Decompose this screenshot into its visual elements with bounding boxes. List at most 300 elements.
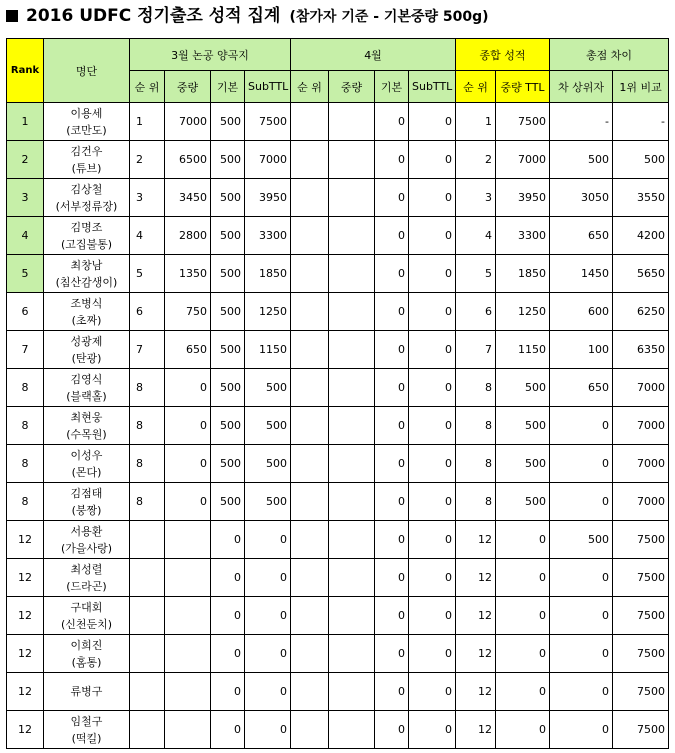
april-base-cell: 0	[375, 255, 409, 293]
april-subttl-header: SubTTL	[409, 71, 456, 103]
table-row	[7, 369, 669, 407]
diff-first-cell: 7500	[613, 559, 669, 597]
diff-first-cell: 7000	[613, 445, 669, 483]
march-rank-cell: 8	[130, 369, 165, 407]
diff-next-cell: 0	[550, 597, 613, 635]
member-name: 최성렬	[70, 562, 103, 576]
rank-cell: 3	[7, 179, 44, 217]
april-rank-cell	[291, 217, 329, 255]
total-rank-cell: 12	[456, 635, 496, 673]
march-subttl-cell: 0	[245, 673, 291, 711]
april-weight-cell	[329, 711, 375, 749]
march-weight-cell	[165, 711, 211, 749]
member-name: 이용세	[70, 106, 103, 120]
march-rank-cell: 1	[130, 103, 165, 141]
total-ttl-cell: 0	[496, 597, 550, 635]
member-name: 김명조	[70, 220, 103, 234]
member-name: 김상철	[70, 182, 103, 196]
table-row	[7, 521, 669, 559]
total-rank-header: 순 위	[456, 71, 496, 103]
march-base-cell: 500	[211, 255, 245, 293]
april-weight-cell	[329, 179, 375, 217]
april-base-cell: 0	[375, 483, 409, 521]
name-cell	[44, 141, 130, 179]
march-base-cell: 0	[211, 521, 245, 559]
april-subttl-cell: 0	[409, 445, 456, 483]
total-ttl-header: 중량 TTL	[496, 71, 550, 103]
rank-cell: 6	[7, 293, 44, 331]
title-main: 2016 UDFC 정기출조 성적 집계	[26, 6, 281, 26]
rank-cell: 8	[7, 407, 44, 445]
march-rank-cell	[130, 521, 165, 559]
total-rank-cell: 12	[456, 597, 496, 635]
diff-first-cell: 7500	[613, 711, 669, 749]
rank-cell: 4	[7, 217, 44, 255]
march-rank-cell: 8	[130, 445, 165, 483]
april-rank-cell	[291, 673, 329, 711]
results-body	[7, 103, 669, 749]
table-row	[7, 483, 669, 521]
member-nickname: (초짜)	[71, 313, 102, 327]
diff-first-cell: -	[613, 103, 669, 141]
diff-first-cell: 6250	[613, 293, 669, 331]
march-subttl-cell: 0	[245, 521, 291, 559]
march-subttl-cell: 500	[245, 369, 291, 407]
march-subttl-cell: 1850	[245, 255, 291, 293]
diff-next-cell: 0	[550, 445, 613, 483]
march-group-header: 3월 논공 양곡지	[130, 39, 291, 71]
table-row	[7, 559, 669, 597]
member-nickname: (서부정류장)	[55, 199, 118, 213]
april-rank-cell	[291, 331, 329, 369]
diff-next-cell: 600	[550, 293, 613, 331]
march-subttl-cell: 0	[245, 597, 291, 635]
april-weight-cell	[329, 103, 375, 141]
march-subttl-cell: 0	[245, 635, 291, 673]
table-row	[7, 673, 669, 711]
march-base-cell: 0	[211, 597, 245, 635]
march-base-cell: 0	[211, 635, 245, 673]
rank-cell: 12	[7, 559, 44, 597]
diff-next-cell: 3050	[550, 179, 613, 217]
march-rank-cell	[130, 559, 165, 597]
diff-first-cell: 5650	[613, 255, 669, 293]
total-ttl-cell: 0	[496, 711, 550, 749]
april-subttl-cell: 0	[409, 331, 456, 369]
march-rank-cell: 8	[130, 483, 165, 521]
april-base-cell: 0	[375, 103, 409, 141]
total-rank-cell: 7	[456, 331, 496, 369]
april-rank-cell	[291, 255, 329, 293]
march-subttl-cell: 3950	[245, 179, 291, 217]
march-subttl-cell: 500	[245, 445, 291, 483]
march-base-cell: 0	[211, 559, 245, 597]
rank-cell: 12	[7, 597, 44, 635]
total-ttl-cell: 500	[496, 445, 550, 483]
march-weight-cell: 750	[165, 293, 211, 331]
total-ttl-cell: 500	[496, 407, 550, 445]
total-ttl-cell: 1250	[496, 293, 550, 331]
diff-next-cell: 0	[550, 559, 613, 597]
march-rank-cell: 8	[130, 407, 165, 445]
march-subttl-cell: 1150	[245, 331, 291, 369]
april-weight-cell	[329, 635, 375, 673]
april-base-header: 기본	[375, 71, 409, 103]
diff-first-cell: 7500	[613, 521, 669, 559]
april-rank-cell	[291, 179, 329, 217]
member-nickname: (수목원)	[66, 427, 107, 441]
march-rank-cell: 5	[130, 255, 165, 293]
march-rank-cell	[130, 597, 165, 635]
total-ttl-cell: 7500	[496, 103, 550, 141]
member-nickname: (블랙홀)	[66, 389, 107, 403]
name-cell	[44, 407, 130, 445]
member-nickname: (고집불통)	[60, 237, 113, 251]
march-weight-cell: 2800	[165, 217, 211, 255]
april-rank-cell	[291, 407, 329, 445]
name-cell	[44, 217, 130, 255]
total-rank-cell: 6	[456, 293, 496, 331]
april-weight-cell	[329, 217, 375, 255]
march-base-cell: 500	[211, 445, 245, 483]
april-rank-cell	[291, 521, 329, 559]
april-subttl-cell: 0	[409, 483, 456, 521]
march-rank-cell: 3	[130, 179, 165, 217]
march-rank-cell	[130, 673, 165, 711]
april-subttl-cell: 0	[409, 407, 456, 445]
april-subttl-cell: 0	[409, 597, 456, 635]
march-weight-cell: 6500	[165, 141, 211, 179]
table-row	[7, 217, 669, 255]
diff-next-cell: 0	[550, 483, 613, 521]
name-cell	[44, 293, 130, 331]
april-weight-cell	[329, 483, 375, 521]
total-rank-cell: 12	[456, 521, 496, 559]
march-base-header: 기본	[211, 71, 245, 103]
member-name: 김건우	[70, 144, 103, 158]
member-nickname: (침산감생이)	[55, 275, 118, 289]
total-rank-cell: 12	[456, 559, 496, 597]
march-weight-cell	[165, 673, 211, 711]
march-subttl-cell: 0	[245, 559, 291, 597]
march-weight-cell: 1350	[165, 255, 211, 293]
table-row	[7, 103, 669, 141]
april-base-cell: 0	[375, 521, 409, 559]
march-weight-cell: 0	[165, 407, 211, 445]
april-weight-cell	[329, 521, 375, 559]
april-base-cell: 0	[375, 141, 409, 179]
april-weight-cell	[329, 331, 375, 369]
march-subttl-cell: 7500	[245, 103, 291, 141]
member-name: 임철구	[70, 714, 103, 728]
total-ttl-cell: 3300	[496, 217, 550, 255]
april-rank-header: 순 위	[291, 71, 329, 103]
march-base-cell: 500	[211, 483, 245, 521]
name-cell	[44, 255, 130, 293]
diff-next-cell: 0	[550, 635, 613, 673]
april-weight-cell	[329, 407, 375, 445]
diff-first-cell: 4200	[613, 217, 669, 255]
march-rank-cell: 2	[130, 141, 165, 179]
member-nickname: (신천둔치)	[60, 617, 113, 631]
table-row	[7, 255, 669, 293]
march-subttl-cell: 0	[245, 711, 291, 749]
april-base-cell: 0	[375, 293, 409, 331]
april-subttl-cell: 0	[409, 635, 456, 673]
member-name: 김영식	[70, 372, 103, 386]
rank-cell: 8	[7, 445, 44, 483]
march-weight-cell: 0	[165, 369, 211, 407]
april-weight-header: 중량	[329, 71, 375, 103]
total-ttl-cell: 0	[496, 559, 550, 597]
diff-first-cell: 500	[613, 141, 669, 179]
rank-cell: 8	[7, 369, 44, 407]
total-ttl-cell: 7000	[496, 141, 550, 179]
rank-cell: 12	[7, 635, 44, 673]
rank-header: Rank	[7, 39, 44, 103]
diff-first-cell: 6350	[613, 331, 669, 369]
table-row	[7, 445, 669, 483]
table-row	[7, 635, 669, 673]
diff-first-cell: 7000	[613, 407, 669, 445]
header-row-groups	[7, 39, 669, 71]
name-cell	[44, 103, 130, 141]
member-nickname: (떡킬)	[71, 731, 102, 745]
total-rank-cell: 1	[456, 103, 496, 141]
april-rank-cell	[291, 597, 329, 635]
april-group-header: 4월	[291, 39, 456, 71]
black-square-icon	[6, 10, 18, 22]
member-nickname: (붕짱)	[71, 503, 102, 517]
april-weight-cell	[329, 673, 375, 711]
total-ttl-cell: 0	[496, 635, 550, 673]
name-cell	[44, 179, 130, 217]
april-rank-cell	[291, 293, 329, 331]
member-name: 조병식	[70, 296, 103, 310]
name-cell	[44, 711, 130, 749]
march-base-cell: 500	[211, 369, 245, 407]
march-rank-cell	[130, 711, 165, 749]
april-rank-cell	[291, 483, 329, 521]
april-subttl-cell: 0	[409, 255, 456, 293]
march-subttl-cell: 7000	[245, 141, 291, 179]
march-weight-cell: 650	[165, 331, 211, 369]
april-weight-cell	[329, 369, 375, 407]
total-ttl-cell: 1850	[496, 255, 550, 293]
member-name: 최창남	[70, 258, 103, 272]
march-base-cell: 500	[211, 103, 245, 141]
april-base-cell: 0	[375, 445, 409, 483]
march-base-cell: 500	[211, 293, 245, 331]
rank-cell: 5	[7, 255, 44, 293]
april-base-cell: 0	[375, 369, 409, 407]
diff-next-cell: 0	[550, 673, 613, 711]
april-base-cell: 0	[375, 217, 409, 255]
april-base-cell: 0	[375, 673, 409, 711]
march-weight-cell: 3450	[165, 179, 211, 217]
title-subtitle: (참가자 기준 - 기본중량 500g)	[289, 9, 489, 25]
table-row	[7, 407, 669, 445]
march-rank-cell: 7	[130, 331, 165, 369]
march-subttl-cell: 3300	[245, 217, 291, 255]
name-cell	[44, 521, 130, 559]
april-base-cell: 0	[375, 559, 409, 597]
march-base-cell: 500	[211, 141, 245, 179]
member-name: 최현웅	[70, 410, 103, 424]
rank-cell: 12	[7, 673, 44, 711]
march-weight-cell	[165, 521, 211, 559]
march-weight-cell	[165, 635, 211, 673]
name-cell	[44, 635, 130, 673]
member-name: 김점태	[70, 486, 103, 500]
member-nickname: (홈통)	[71, 655, 102, 669]
diff-next-header: 차 상위자	[550, 71, 613, 103]
april-rank-cell	[291, 559, 329, 597]
april-rank-cell	[291, 369, 329, 407]
total-rank-cell: 2	[456, 141, 496, 179]
table-row	[7, 141, 669, 179]
diff-next-cell: 0	[550, 407, 613, 445]
member-nickname: (탄광)	[71, 351, 102, 365]
march-weight-cell: 0	[165, 483, 211, 521]
member-nickname: (몬다)	[71, 465, 102, 479]
april-weight-cell	[329, 293, 375, 331]
diff-first-cell: 7500	[613, 635, 669, 673]
diff-first-header: 1위 비교	[613, 71, 669, 103]
table-row	[7, 597, 669, 635]
april-subttl-cell: 0	[409, 369, 456, 407]
april-subttl-cell: 0	[409, 711, 456, 749]
april-subttl-cell: 0	[409, 103, 456, 141]
april-subttl-cell: 0	[409, 141, 456, 179]
march-subttl-cell: 500	[245, 483, 291, 521]
total-ttl-cell: 3950	[496, 179, 550, 217]
march-base-cell: 0	[211, 673, 245, 711]
april-rank-cell	[291, 445, 329, 483]
april-base-cell: 0	[375, 711, 409, 749]
member-name: 성광제	[70, 334, 103, 348]
april-base-cell: 0	[375, 331, 409, 369]
april-weight-cell	[329, 141, 375, 179]
member-name: 이희진	[70, 638, 103, 652]
april-base-cell: 0	[375, 597, 409, 635]
april-weight-cell	[329, 597, 375, 635]
march-base-cell: 500	[211, 407, 245, 445]
member-name: 구대회	[70, 600, 103, 614]
april-base-cell: 0	[375, 179, 409, 217]
march-rank-cell: 4	[130, 217, 165, 255]
rank-cell: 7	[7, 331, 44, 369]
member-nickname: (드라곤)	[66, 579, 107, 593]
april-subttl-cell: 0	[409, 179, 456, 217]
diff-next-cell: 650	[550, 369, 613, 407]
march-subttl-header: SubTTL	[245, 71, 291, 103]
diff-first-cell: 3550	[613, 179, 669, 217]
april-weight-cell	[329, 255, 375, 293]
member-name: 류병구	[70, 685, 103, 698]
rank-cell: 2	[7, 141, 44, 179]
march-subttl-cell: 1250	[245, 293, 291, 331]
march-base-cell: 500	[211, 217, 245, 255]
rank-cell: 12	[7, 711, 44, 749]
name-cell	[44, 673, 130, 711]
total-ttl-cell: 0	[496, 673, 550, 711]
diff-next-cell: 0	[550, 711, 613, 749]
diff-first-cell: 7000	[613, 483, 669, 521]
total-group-header: 종합 성적	[456, 39, 550, 71]
diff-next-cell: 100	[550, 331, 613, 369]
rank-cell: 8	[7, 483, 44, 521]
member-name: 이성우	[70, 448, 103, 462]
march-base-cell: 500	[211, 331, 245, 369]
total-ttl-cell: 500	[496, 369, 550, 407]
diff-first-cell: 7000	[613, 369, 669, 407]
rank-cell: 12	[7, 521, 44, 559]
april-base-cell: 0	[375, 635, 409, 673]
april-rank-cell	[291, 103, 329, 141]
team-header: 명단	[44, 39, 130, 103]
diff-next-cell: 500	[550, 141, 613, 179]
results-table	[6, 38, 669, 749]
april-subttl-cell: 0	[409, 217, 456, 255]
march-rank-cell	[130, 635, 165, 673]
march-rank-cell: 6	[130, 293, 165, 331]
total-ttl-cell: 500	[496, 483, 550, 521]
total-rank-cell: 8	[456, 483, 496, 521]
april-rank-cell	[291, 141, 329, 179]
table-row	[7, 711, 669, 749]
march-weight-cell	[165, 559, 211, 597]
march-weight-cell: 0	[165, 445, 211, 483]
total-ttl-cell: 1150	[496, 331, 550, 369]
total-ttl-cell: 0	[496, 521, 550, 559]
name-cell	[44, 559, 130, 597]
diff-next-cell: 1450	[550, 255, 613, 293]
total-rank-cell: 12	[456, 711, 496, 749]
april-base-cell: 0	[375, 407, 409, 445]
march-weight-cell: 7000	[165, 103, 211, 141]
name-cell	[44, 483, 130, 521]
april-subttl-cell: 0	[409, 521, 456, 559]
total-rank-cell: 4	[456, 217, 496, 255]
diff-next-cell: 650	[550, 217, 613, 255]
april-subttl-cell: 0	[409, 673, 456, 711]
table-row	[7, 331, 669, 369]
table-row	[7, 293, 669, 331]
name-cell	[44, 331, 130, 369]
april-subttl-cell: 0	[409, 293, 456, 331]
name-cell	[44, 597, 130, 635]
march-weight-cell	[165, 597, 211, 635]
page-title	[6, 3, 489, 29]
member-nickname: (가을사랑)	[60, 541, 113, 555]
april-rank-cell	[291, 711, 329, 749]
march-rank-header: 순 위	[130, 71, 165, 103]
april-weight-cell	[329, 445, 375, 483]
rank-cell: 1	[7, 103, 44, 141]
diff-first-cell: 7500	[613, 673, 669, 711]
diff-next-cell: -	[550, 103, 613, 141]
total-rank-cell: 3	[456, 179, 496, 217]
diff-first-cell: 7500	[613, 597, 669, 635]
total-rank-cell: 12	[456, 673, 496, 711]
april-weight-cell	[329, 559, 375, 597]
april-rank-cell	[291, 635, 329, 673]
name-cell	[44, 445, 130, 483]
march-subttl-cell: 500	[245, 407, 291, 445]
member-nickname: (코만도)	[66, 123, 107, 137]
total-rank-cell: 5	[456, 255, 496, 293]
